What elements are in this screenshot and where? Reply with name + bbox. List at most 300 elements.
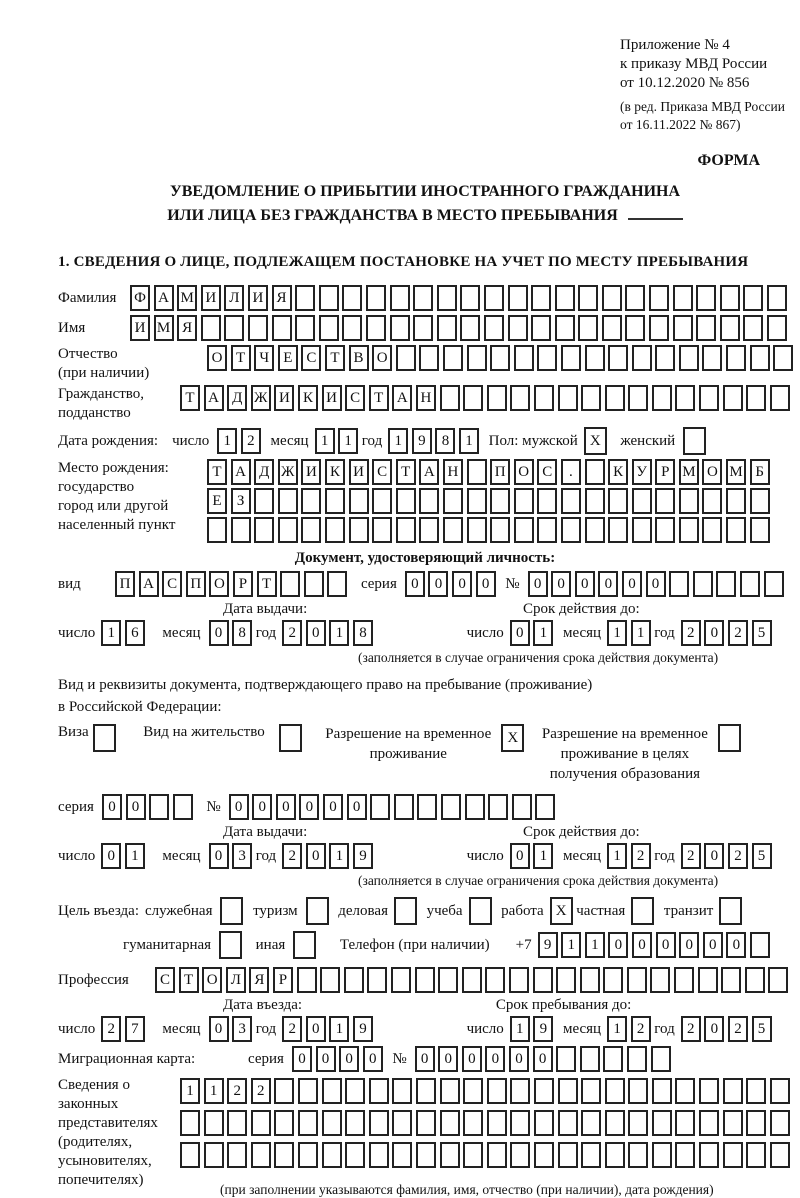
phone-cells[interactable]	[538, 932, 774, 958]
res-series-cells[interactable]	[102, 794, 196, 820]
form-cell[interactable]	[322, 1110, 342, 1136]
form-cell[interactable]	[510, 1110, 530, 1136]
representatives-row2-cells[interactable]	[180, 1110, 793, 1136]
form-cell[interactable]: 0	[101, 843, 121, 869]
form-cell[interactable]	[510, 1142, 530, 1168]
form-cell[interactable]	[396, 488, 416, 514]
form-cell[interactable]: С	[537, 459, 557, 485]
form-cell[interactable]: Т	[231, 345, 251, 371]
form-cell[interactable]	[534, 1078, 554, 1104]
form-cell[interactable]	[396, 517, 416, 543]
form-cell[interactable]	[248, 315, 268, 341]
form-cell[interactable]: Е	[278, 345, 298, 371]
form-cell[interactable]: 8	[232, 620, 252, 646]
form-cell[interactable]	[345, 1078, 365, 1104]
form-cell[interactable]	[419, 488, 439, 514]
form-cell[interactable]: 1	[585, 932, 605, 958]
form-cell[interactable]	[301, 488, 321, 514]
form-cell[interactable]: Н	[416, 385, 436, 411]
doc-series-cells[interactable]	[405, 571, 499, 597]
form-cell[interactable]: 3	[232, 1016, 252, 1042]
form-cell[interactable]: 2	[681, 843, 701, 869]
form-cell[interactable]	[718, 724, 741, 752]
doc-valid-month-cells[interactable]	[607, 620, 654, 646]
form-cell[interactable]	[531, 285, 551, 311]
form-cell[interactable]	[325, 517, 345, 543]
form-cell[interactable]: 2	[282, 620, 302, 646]
form-cell[interactable]	[649, 315, 669, 341]
form-cell[interactable]	[467, 517, 487, 543]
form-cell[interactable]	[180, 1142, 200, 1168]
form-cell[interactable]	[603, 1046, 623, 1072]
form-cell[interactable]: М	[177, 285, 197, 311]
form-cell[interactable]: 0	[209, 620, 229, 646]
form-cell[interactable]	[463, 1110, 483, 1136]
form-cell[interactable]: 2	[728, 843, 748, 869]
form-cell[interactable]	[556, 967, 576, 993]
form-cell[interactable]	[280, 571, 300, 597]
form-cell[interactable]: Ч	[254, 345, 274, 371]
form-cell[interactable]	[440, 1142, 460, 1168]
mig-number-cells[interactable]	[415, 1046, 675, 1072]
form-cell[interactable]: 1	[631, 620, 651, 646]
form-cell[interactable]: 2	[631, 1016, 651, 1042]
temp-residence-edu-checkbox[interactable]	[718, 724, 745, 752]
form-cell[interactable]: К	[298, 385, 318, 411]
form-cell[interactable]: С	[162, 571, 182, 597]
form-cell[interactable]	[396, 345, 416, 371]
doc-issue-month-cells[interactable]	[209, 620, 256, 646]
form-cell[interactable]	[581, 1078, 601, 1104]
mig-series-cells[interactable]	[292, 1046, 386, 1072]
form-cell[interactable]	[746, 1142, 766, 1168]
form-cell[interactable]: 0	[438, 1046, 458, 1072]
form-cell[interactable]	[631, 897, 654, 925]
profession-cells[interactable]	[155, 967, 792, 993]
form-cell[interactable]: 1	[533, 620, 553, 646]
form-cell[interactable]: 6	[125, 620, 145, 646]
form-cell[interactable]	[366, 315, 386, 341]
form-cell[interactable]	[558, 1078, 578, 1104]
form-cell[interactable]	[295, 285, 315, 311]
form-cell[interactable]	[632, 517, 652, 543]
form-cell[interactable]	[460, 315, 480, 341]
form-cell[interactable]: А	[419, 459, 439, 485]
form-cell[interactable]	[437, 315, 457, 341]
form-cell[interactable]: М	[726, 459, 746, 485]
form-cell[interactable]: 0	[306, 1016, 326, 1042]
form-cell[interactable]: И	[301, 459, 321, 485]
form-cell[interactable]	[416, 1142, 436, 1168]
form-cell[interactable]: П	[186, 571, 206, 597]
purpose-private-checkbox[interactable]	[631, 897, 658, 925]
form-cell[interactable]	[531, 315, 551, 341]
form-cell[interactable]	[750, 488, 770, 514]
form-cell[interactable]	[301, 517, 321, 543]
form-cell[interactable]	[696, 285, 716, 311]
form-cell[interactable]: Р	[233, 571, 253, 597]
stay-day-cells[interactable]	[510, 1016, 557, 1042]
form-cell[interactable]: 0	[363, 1046, 383, 1072]
form-cell[interactable]: 1	[101, 620, 121, 646]
form-cell[interactable]: 0	[252, 794, 272, 820]
form-cell[interactable]	[391, 967, 411, 993]
form-cell[interactable]	[750, 345, 770, 371]
form-cell[interactable]: С	[372, 459, 392, 485]
form-cell[interactable]	[487, 1078, 507, 1104]
form-cell[interactable]: 1	[329, 843, 349, 869]
form-cell[interactable]	[443, 488, 463, 514]
form-cell[interactable]: 5	[752, 620, 772, 646]
form-cell[interactable]	[342, 285, 362, 311]
doc-number-cells[interactable]	[528, 571, 788, 597]
form-cell[interactable]	[605, 1142, 625, 1168]
form-cell[interactable]: 9	[538, 932, 558, 958]
form-cell[interactable]	[602, 285, 622, 311]
form-cell[interactable]: Т	[180, 385, 200, 411]
form-cell[interactable]	[487, 385, 507, 411]
form-cell[interactable]	[578, 315, 598, 341]
form-cell[interactable]	[652, 1142, 672, 1168]
form-cell[interactable]: 1	[510, 1016, 530, 1042]
form-cell[interactable]: 0	[704, 1016, 724, 1042]
form-cell[interactable]	[716, 571, 736, 597]
form-cell[interactable]	[679, 345, 699, 371]
form-cell[interactable]	[306, 897, 329, 925]
form-cell[interactable]	[514, 517, 534, 543]
form-cell[interactable]	[510, 1078, 530, 1104]
form-cell[interactable]: Т	[369, 385, 389, 411]
male-checkbox[interactable]	[584, 427, 611, 455]
form-cell[interactable]: С	[345, 385, 365, 411]
form-cell[interactable]	[702, 345, 722, 371]
form-cell[interactable]	[274, 1110, 294, 1136]
form-cell[interactable]	[627, 1046, 647, 1072]
form-cell[interactable]: О	[202, 967, 222, 993]
entry-day-cells[interactable]	[101, 1016, 148, 1042]
purpose-study-checkbox[interactable]	[469, 897, 496, 925]
form-cell[interactable]	[349, 517, 369, 543]
form-cell[interactable]: 1	[607, 1016, 627, 1042]
form-cell[interactable]	[723, 1078, 743, 1104]
form-cell[interactable]	[298, 1078, 318, 1104]
form-cell[interactable]	[392, 1078, 412, 1104]
form-cell[interactable]	[743, 315, 763, 341]
form-cell[interactable]	[509, 967, 529, 993]
form-cell[interactable]	[632, 345, 652, 371]
form-cell[interactable]: X	[501, 724, 524, 752]
form-cell[interactable]: М	[154, 315, 174, 341]
form-cell[interactable]	[345, 1142, 365, 1168]
form-cell[interactable]	[297, 967, 317, 993]
form-cell[interactable]: А	[154, 285, 174, 311]
form-cell[interactable]	[251, 1142, 271, 1168]
form-cell[interactable]	[416, 1078, 436, 1104]
form-cell[interactable]	[537, 488, 557, 514]
form-cell[interactable]	[696, 315, 716, 341]
form-cell[interactable]	[585, 488, 605, 514]
form-cell[interactable]	[463, 1142, 483, 1168]
form-cell[interactable]	[743, 285, 763, 311]
form-cell[interactable]	[320, 967, 340, 993]
form-cell[interactable]	[655, 345, 675, 371]
name-cells[interactable]	[130, 315, 791, 341]
form-cell[interactable]: 2	[282, 1016, 302, 1042]
form-cell[interactable]	[655, 488, 675, 514]
form-cell[interactable]	[415, 967, 435, 993]
form-cell[interactable]: 0	[306, 843, 326, 869]
form-cell[interactable]	[413, 285, 433, 311]
form-cell[interactable]	[673, 285, 693, 311]
form-cell[interactable]	[625, 315, 645, 341]
form-cell[interactable]	[467, 345, 487, 371]
form-cell[interactable]: 0	[347, 794, 367, 820]
form-cell[interactable]	[693, 571, 713, 597]
form-cell[interactable]	[417, 794, 437, 820]
form-cell[interactable]	[227, 1142, 247, 1168]
form-cell[interactable]	[322, 1078, 342, 1104]
form-cell[interactable]	[325, 488, 345, 514]
form-cell[interactable]	[699, 1110, 719, 1136]
form-cell[interactable]	[561, 345, 581, 371]
form-cell[interactable]	[726, 488, 746, 514]
birth-month-cells[interactable]	[315, 428, 362, 454]
form-cell[interactable]: 8	[435, 428, 455, 454]
form-cell[interactable]: Н	[443, 459, 463, 485]
temp-residence-checkbox[interactable]	[501, 724, 528, 752]
form-cell[interactable]: 2	[728, 620, 748, 646]
doc-valid-year-cells[interactable]	[681, 620, 775, 646]
form-cell[interactable]: 1	[315, 428, 335, 454]
doc-issue-day-cells[interactable]	[101, 620, 148, 646]
form-cell[interactable]	[201, 315, 221, 341]
form-cell[interactable]	[392, 1110, 412, 1136]
form-cell[interactable]	[537, 345, 557, 371]
form-cell[interactable]: 0	[533, 1046, 553, 1072]
form-cell[interactable]	[605, 385, 625, 411]
form-cell[interactable]	[369, 1142, 389, 1168]
form-cell[interactable]: 0	[339, 1046, 359, 1072]
form-cell[interactable]	[298, 1142, 318, 1168]
form-cell[interactable]: 1	[329, 620, 349, 646]
form-cell[interactable]	[675, 1110, 695, 1136]
form-cell[interactable]: .	[561, 459, 581, 485]
form-cell[interactable]: 0	[598, 571, 618, 597]
form-cell[interactable]: 0	[415, 1046, 435, 1072]
form-cell[interactable]: 2	[251, 1078, 271, 1104]
entry-month-cells[interactable]	[209, 1016, 256, 1042]
form-cell[interactable]	[319, 315, 339, 341]
form-cell[interactable]	[224, 315, 244, 341]
form-cell[interactable]	[721, 967, 741, 993]
form-cell[interactable]	[227, 1110, 247, 1136]
form-cell[interactable]	[440, 1078, 460, 1104]
purpose-business-checkbox[interactable]	[394, 897, 421, 925]
form-cell[interactable]	[231, 517, 251, 543]
form-cell[interactable]: 0	[292, 1046, 312, 1072]
stay-month-cells[interactable]	[607, 1016, 654, 1042]
form-cell[interactable]	[278, 517, 298, 543]
form-cell[interactable]	[274, 1078, 294, 1104]
form-cell[interactable]	[534, 385, 554, 411]
form-cell[interactable]	[740, 571, 760, 597]
form-cell[interactable]	[581, 1110, 601, 1136]
form-cell[interactable]	[535, 794, 555, 820]
form-cell[interactable]	[514, 488, 534, 514]
form-cell[interactable]	[698, 967, 718, 993]
birth-day-cells[interactable]	[217, 428, 264, 454]
form-cell[interactable]	[220, 897, 243, 925]
form-cell[interactable]: 0	[276, 794, 296, 820]
form-cell[interactable]: 1	[217, 428, 237, 454]
form-cell[interactable]	[440, 385, 460, 411]
form-cell[interactable]: О	[209, 571, 229, 597]
form-cell[interactable]: 9	[412, 428, 432, 454]
form-cell[interactable]	[770, 1142, 790, 1168]
birth-place-row2-cells[interactable]	[207, 488, 773, 514]
form-cell[interactable]: С	[155, 967, 175, 993]
form-cell[interactable]	[419, 517, 439, 543]
form-cell[interactable]	[487, 1142, 507, 1168]
form-cell[interactable]: 1	[607, 620, 627, 646]
form-cell[interactable]: 0	[405, 571, 425, 597]
form-cell[interactable]	[652, 1110, 672, 1136]
form-cell[interactable]	[484, 285, 504, 311]
form-cell[interactable]	[370, 794, 390, 820]
form-cell[interactable]: Я	[177, 315, 197, 341]
form-cell[interactable]	[578, 285, 598, 311]
form-cell[interactable]	[720, 285, 740, 311]
form-cell[interactable]	[204, 1110, 224, 1136]
representatives-row1-cells[interactable]	[180, 1078, 793, 1104]
form-cell[interactable]	[726, 345, 746, 371]
form-cell[interactable]	[679, 517, 699, 543]
purpose-work-checkbox[interactable]	[550, 897, 577, 925]
form-cell[interactable]	[750, 517, 770, 543]
form-cell[interactable]	[585, 517, 605, 543]
form-cell[interactable]: Р	[655, 459, 675, 485]
form-cell[interactable]	[767, 315, 787, 341]
form-cell[interactable]	[467, 488, 487, 514]
form-cell[interactable]	[274, 1142, 294, 1168]
form-cell[interactable]: И	[274, 385, 294, 411]
form-cell[interactable]	[652, 385, 672, 411]
form-cell[interactable]	[768, 967, 788, 993]
form-cell[interactable]: О	[514, 459, 534, 485]
form-cell[interactable]	[207, 517, 227, 543]
form-cell[interactable]	[556, 1046, 576, 1072]
form-cell[interactable]	[366, 285, 386, 311]
form-cell[interactable]: И	[322, 385, 342, 411]
form-cell[interactable]	[173, 794, 193, 820]
form-cell[interactable]: 0	[102, 794, 122, 820]
form-cell[interactable]	[251, 1110, 271, 1136]
form-cell[interactable]	[278, 488, 298, 514]
form-cell[interactable]: А	[139, 571, 159, 597]
form-cell[interactable]: 2	[241, 428, 261, 454]
patronymic-cells[interactable]	[207, 345, 797, 371]
form-cell[interactable]: 0	[510, 620, 530, 646]
form-cell[interactable]	[649, 285, 669, 311]
form-cell[interactable]	[720, 315, 740, 341]
form-cell[interactable]	[764, 571, 784, 597]
form-cell[interactable]: 5	[752, 1016, 772, 1042]
form-cell[interactable]	[419, 345, 439, 371]
form-cell[interactable]: 0	[703, 932, 723, 958]
form-cell[interactable]	[746, 385, 766, 411]
form-cell[interactable]: 0	[485, 1046, 505, 1072]
form-cell[interactable]	[699, 1142, 719, 1168]
form-cell[interactable]	[581, 385, 601, 411]
form-cell[interactable]	[180, 1110, 200, 1136]
form-cell[interactable]: Ж	[278, 459, 298, 485]
form-cell[interactable]	[490, 488, 510, 514]
form-cell[interactable]: 0	[575, 571, 595, 597]
purpose-tourism-checkbox[interactable]	[306, 897, 333, 925]
form-cell[interactable]: О	[702, 459, 722, 485]
form-cell[interactable]	[675, 385, 695, 411]
form-cell[interactable]: А	[231, 459, 251, 485]
form-cell[interactable]	[462, 967, 482, 993]
form-cell[interactable]: 2	[681, 620, 701, 646]
form-cell[interactable]: 1	[561, 932, 581, 958]
form-cell[interactable]	[319, 285, 339, 311]
form-cell[interactable]: 0	[632, 932, 652, 958]
form-cell[interactable]	[628, 385, 648, 411]
form-cell[interactable]: Ж	[251, 385, 271, 411]
form-cell[interactable]: У	[632, 459, 652, 485]
res-issue-year-cells[interactable]	[282, 843, 376, 869]
form-cell[interactable]: 0	[622, 571, 642, 597]
form-cell[interactable]: 2	[681, 1016, 701, 1042]
form-cell[interactable]	[632, 488, 652, 514]
form-cell[interactable]: 0	[323, 794, 343, 820]
form-cell[interactable]	[628, 1078, 648, 1104]
form-cell[interactable]	[558, 385, 578, 411]
form-cell[interactable]	[272, 315, 292, 341]
birth-place-row3-cells[interactable]	[207, 517, 773, 543]
form-cell[interactable]	[443, 345, 463, 371]
form-cell[interactable]	[508, 315, 528, 341]
form-cell[interactable]	[602, 315, 622, 341]
form-cell[interactable]	[534, 1110, 554, 1136]
form-cell[interactable]	[293, 931, 316, 959]
form-cell[interactable]	[683, 427, 706, 455]
form-cell[interactable]	[750, 932, 770, 958]
form-cell[interactable]	[726, 517, 746, 543]
form-cell[interactable]	[723, 1142, 743, 1168]
form-cell[interactable]: 1	[180, 1078, 200, 1104]
form-cell[interactable]	[534, 1142, 554, 1168]
form-cell[interactable]: Л	[224, 285, 244, 311]
form-cell[interactable]	[702, 517, 722, 543]
form-cell[interactable]	[342, 315, 362, 341]
form-cell[interactable]	[254, 488, 274, 514]
purpose-humanitarian-checkbox[interactable]	[219, 931, 246, 959]
form-cell[interactable]: 0	[299, 794, 319, 820]
form-cell[interactable]	[390, 315, 410, 341]
form-cell[interactable]	[514, 345, 534, 371]
form-cell[interactable]	[437, 285, 457, 311]
form-cell[interactable]	[488, 794, 508, 820]
form-cell[interactable]	[561, 488, 581, 514]
form-cell[interactable]: О	[207, 345, 227, 371]
form-cell[interactable]	[469, 897, 492, 925]
form-cell[interactable]: 0	[209, 1016, 229, 1042]
form-cell[interactable]	[510, 385, 530, 411]
form-cell[interactable]	[322, 1142, 342, 1168]
form-cell[interactable]	[295, 315, 315, 341]
